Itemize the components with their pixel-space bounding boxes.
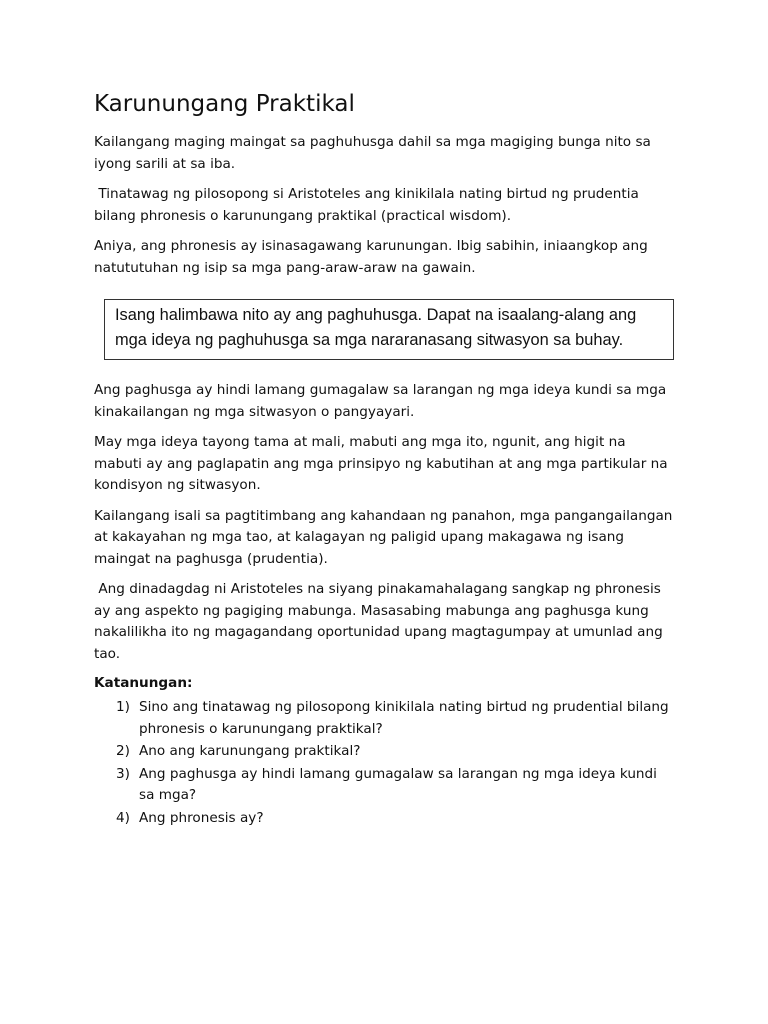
paragraph: Kailangang isali sa pagtitimbang ang kahandaan ng panahon, mga pangangailangan at kakayahan ng mga tao, at kalagayan ng paligid upang makagawa ng isang maingat na paghusga (prudentia). <box>94 507 673 567</box>
question-text: Ano ang karunungang praktikal? <box>139 743 361 759</box>
questions-list <box>94 697 676 829</box>
question-text: Ang paghusga ay hindi lamang gumagalaw sa larangan ng mga ideya kundi sa mga? <box>139 765 657 803</box>
callout-box: Isang halimbawa nito ay ang paghuhusga. Dapat na isaalang-alang ang mga ideya ng paghuhusga sa mga nararanasang sitwasyon sa buhay. <box>104 299 674 360</box>
paragraph: May mga ideya tayong tama at mali, mabuti ang mga ito, ngunit, ang higit na mabuti ay ang paglapatin ang mga prinsipyo ng kabutihan at ang mga partikular na kondisyon ng sitwasyon. <box>94 434 668 493</box>
paragraph: Ang paghusga ay hindi lamang gumagalaw sa larangan ng mga ideya kundi sa mga kinakailangan ng mga sitwasyon o pangyayari. <box>94 382 667 420</box>
paragraph: Ang dinadagdag ni Aristoteles na siyang pinakamahalagang sangkap ng phronesis ay ang aspekto ng pagiging mabunga. Masasabing mabunga ang paghusga kung nakalilikha ito ng magagandang oportunidad upang magtagumpay at umunlad ang tao. <box>94 581 668 662</box>
page-title: Karunungang Praktikal <box>94 91 355 117</box>
question-text: Ang phronesis ay? <box>139 809 264 826</box>
list-item <box>94 741 676 763</box>
question-number: 3) <box>116 765 130 782</box>
question-text: Sino ang tinatawag ng pilosopong kinikilala nating birtud ng prudential bilang phronesis o karunungang praktikal? <box>139 699 669 737</box>
paragraph: Tinatawag ng pilosopong si Aristoteles ang kinikilala nating birtud ng prudentia bilang phronesis o karunungang praktikal (practical wisdom). <box>94 186 644 224</box>
question-number: 2) <box>116 743 130 759</box>
questions-label: Katanungan: <box>94 675 193 691</box>
paragraph: Kailangang maging maingat sa paghuhusga dahil sa mga magiging bunga nito sa iyong sarili at sa iba. <box>94 134 651 172</box>
list-item <box>94 808 676 830</box>
question-number: 4) <box>116 809 130 826</box>
question-number: 1) <box>116 699 130 715</box>
paragraph: Aniya, ang phronesis ay isinasagawang karunungan. Ibig sabihin, iniaangkop ang natututuhan ng isip sa mga pang-araw-araw na gawain. <box>94 238 648 276</box>
list-item <box>94 697 676 740</box>
list-item <box>94 764 676 807</box>
